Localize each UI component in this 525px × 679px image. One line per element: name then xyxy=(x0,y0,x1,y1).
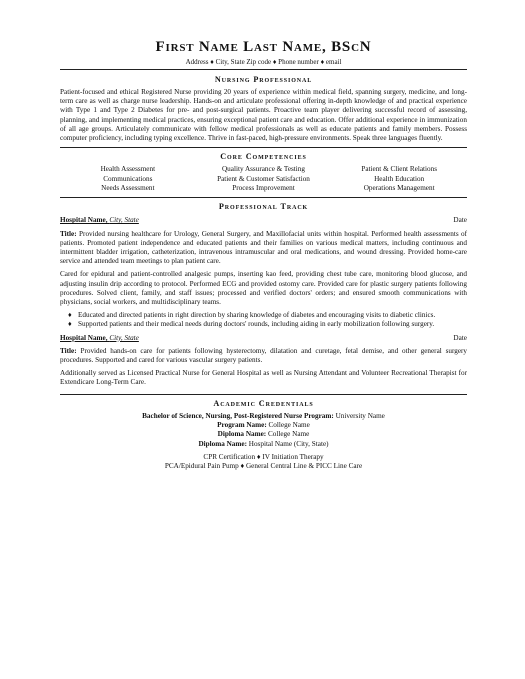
program-label: Program Name: xyxy=(217,420,267,429)
diploma-label: Diploma Name: xyxy=(198,439,247,448)
profile-heading: Nursing Professional xyxy=(214,75,313,84)
achievement-list xyxy=(60,311,467,329)
title-label: Title: xyxy=(60,229,77,238)
job-header xyxy=(60,216,467,225)
diamond-bullet-icon: ♦ xyxy=(68,311,72,320)
competencies-heading: Core Competencies xyxy=(60,147,467,162)
job-paragraph: Provided nursing healthcare for Urology, General Surgery, and Maxillofacial units within hospital. Performed health assessments of patients. Promoted patient independence and educated patients and their families on various medical matters, including continuous and intermittent bladder irrigation, catheterization, intravenous intramuscular and oral medications, and wound dressing. Provided home-care service and attended team meetings to plan patient care. xyxy=(60,229,468,266)
certification-line: PCA/Epidural Pain Pump ♦ General Central Line & PICC Line Care xyxy=(164,462,363,471)
diploma-line xyxy=(60,440,467,449)
competency-item: Process Improvement xyxy=(232,184,295,193)
title-label: Title: xyxy=(60,346,77,355)
profile-summary: Patient-focused and ethical Registered Nurse providing 20 years of experience within medical field, spanning surgery, medicine, and long-term care as well as charge nurse leadership. Hands-on and articulate professional offering in-depth knowledge of and practical experience with Type 1 and Type 2 Diabetes for pre- and post-surgical patients. Proactive team player delivering successful record of assessing, planning, and implementing medical practices, ensuring exceptional patient care and education. Offer additional experience in immunization of all age groups. Articulately communicate with fellow medical professionals as well as educate patients and family members. Possess computer proficiency, including typing excellence. Thrive in fast-paced, high-pressure environments. Speak three languages fluently. xyxy=(60,88,467,143)
hospital-name xyxy=(60,334,139,343)
hospital-name xyxy=(60,216,139,225)
competency-item: Needs Assessment xyxy=(101,184,155,193)
hospital-label: Hospital Name, xyxy=(60,333,108,342)
contact-line: Address ♦ City, State Zip code ♦ Phone number ♦ email xyxy=(185,58,342,66)
competencies-grid xyxy=(60,165,467,193)
hospital-location: City, State xyxy=(109,216,139,225)
degree-line xyxy=(60,412,467,421)
certification-line: CPR Certification ♦ IV Initiation Therapy xyxy=(203,452,324,461)
job-paragraph: Additionally served as Licensed Practical Nurse for General Hospital as well as Nursing Attendant and Volunteer Recreational Therapist for Extendicare Long-Term Care. xyxy=(60,369,467,387)
competency-item: Patient & Client Relations xyxy=(361,165,437,174)
competency-item: Health Assessment xyxy=(100,165,156,174)
competency-item: Quality Assurance & Testing xyxy=(221,165,305,174)
diploma-label: Diploma Name: xyxy=(217,430,267,439)
competency-item: Health Education xyxy=(374,174,425,183)
program-line xyxy=(60,421,467,430)
job-date: Date xyxy=(453,216,467,225)
achievement-text: Supported patients and their medical needs during doctors' rounds, including aiding in early mobilization following surgery. xyxy=(78,320,435,329)
degree-school: University Name xyxy=(335,411,385,420)
competency-item: Communications xyxy=(103,174,153,183)
header-divider xyxy=(60,69,467,70)
job-paragraph: Provided hands-on care for patients following hysterectomy, dilatation and curetage, fetal demise, and other general surgery procedures. Supported and cared for various vascular surgery patients. xyxy=(60,346,468,365)
job-description xyxy=(60,230,467,267)
achievement-item xyxy=(68,311,467,320)
job-date: Date xyxy=(453,333,467,342)
education-heading: Academic Credentials xyxy=(60,394,467,409)
education-block xyxy=(60,412,467,472)
competency-item: Operations Management xyxy=(363,184,435,193)
track-heading: Professional Track xyxy=(60,197,467,212)
hospital-label: Hospital Name, xyxy=(60,216,108,225)
job-description xyxy=(60,347,467,365)
hospital-location: City, State xyxy=(109,333,139,342)
degree-label: Bachelor of Science, Nursing, Post-Registered Nurse Program: xyxy=(142,411,334,420)
diamond-bullet-icon: ♦ xyxy=(68,320,72,329)
competency-item: Patient & Customer Satisfaction xyxy=(217,174,310,183)
job-paragraph: Cared for epidural and patient-controlled analgesic pumps, inserting kao feed, providing chest tube care, monitoring blood glucose, and adjusting insulin drip according to protocol. Performed ECG and provided ostomy care. Provided care for plastic surgery patients following procedures. Solved client, family, and staff issues; processed and verified doctors' orders; and ensured smooth communications with physicians, social workers, and multidisciplinary teams. xyxy=(60,270,467,307)
achievement-text: Educated and directed patients in right direction by sharing knowledge of diabetes and encouraging visits to diabetic clinics. xyxy=(78,311,436,320)
program-school: College Name xyxy=(268,420,310,429)
diploma-school: Hospital Name (City, State) xyxy=(248,439,329,448)
candidate-name: First Name Last Name, BScN xyxy=(155,39,372,55)
diploma-school: College Name xyxy=(267,430,310,439)
job-header xyxy=(60,334,467,343)
diploma-line xyxy=(60,430,467,439)
achievement-item xyxy=(68,320,467,329)
